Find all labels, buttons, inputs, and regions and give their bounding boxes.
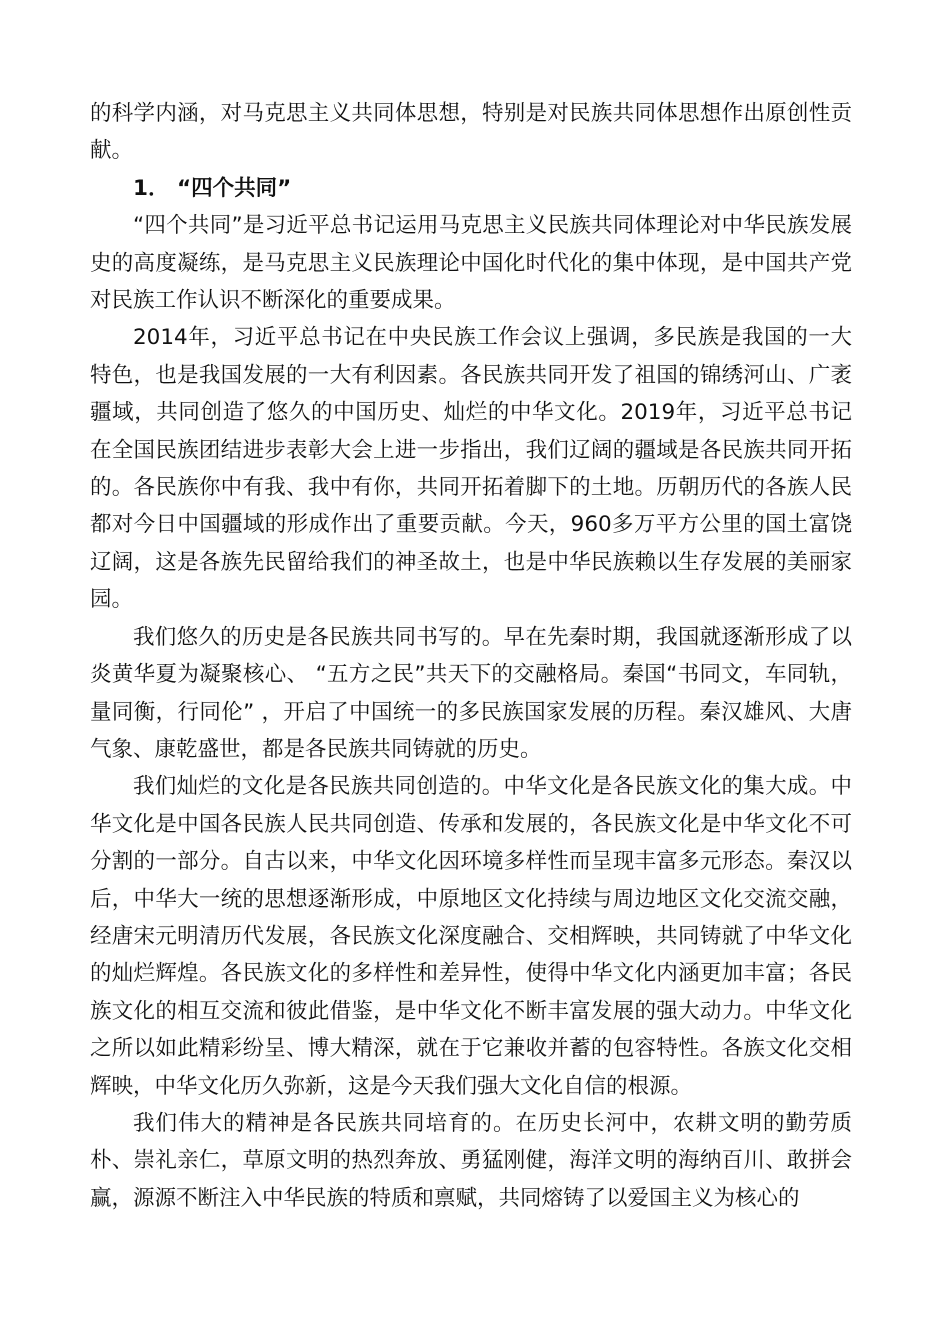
section-heading: 1． “四个共同” <box>133 175 292 201</box>
document-page <box>90 95 852 1217</box>
paragraph-four-commons-intro: “四个共同”是习近平总书记运用马克思主义民族共同体理论对中华民族发展史的高度凝练，是马克思主义民族理论中国化时代化的集中体现，是中国共产党对民族工作认识不断深化的重要成果。 <box>90 213 852 314</box>
paragraph-history: 我们悠久的历史是各民族共同书写的。早在先秦时期，我国就逐渐形成了以炎黄华夏为凝聚核心、 “五方之民”共天下的交融格局。秦国“书同文，车同轨，量同衡，行同伦” ，开启了中国统一的多民族国家发展的历程。秦汉雄风、大唐气象、康乾盛世，都是各民族共同铸就的历史。 <box>90 624 852 762</box>
paragraph-culture: 我们灿烂的文化是各民族共同创造的。中华文化是各民族文化的集大成。中华文化是中国各民族人民共同创造、传承和发展的，各民族文化是中华文化不可分割的一部分。自古以来，中华文化因环境多样性而呈现丰富多元形态。秦汉以后，中华大一统的思想逐渐形成，中原地区文化持续与周边地区文化交流交融，经唐宋元明清历代发展，各民族文化深度融合、交相辉映，共同铸就了中华文化的灿烂辉煌。各民族文化的多样性和差异性，使得中华文化内涵更加丰富；各民族文化的相互交流和彼此借鉴，是中华文化不断丰富发展的强大动力。中华文化之所以如此精彩纷呈、博大精深，就在于它兼收并蓄的包容特性。各族文化交相辉映，中华文化历久弥新，这是今天我们强大文化自信的根源。 <box>90 774 852 1099</box>
paragraph-continued: 的科学内涵，对马克思主义共同体思想，特别是对民族共同体思想作出原创性贡献。 <box>90 101 852 164</box>
paragraph-territory: 2014年，习近平总书记在中央民族工作会议上强调，多民族是我国的一大特色，也是我国发展的一大有利因素。各民族共同开发了祖国的锦绣河山、广袤疆域，共同创造了悠久的中国历史、灿烂的中华文化。2019年，习近平总书记在全国民族团结进步表彰大会上进一步指出，我们辽阔的疆域是各民族共同开拓的。各民族你中有我、我中有你，共同开拓着脚下的土地。历朝历代的各族人民都对今日中国疆域的形成作出了重要贡献。今天，960多万平方公里的国土富饶辽阔，这是各族先民留给我们的神圣故土，也是中华民族赖以生存发展的美丽家园。 <box>90 325 852 613</box>
paragraph-spirit: 我们伟大的精神是各民族共同培育的。在历史长河中，农耕文明的勤劳质朴、崇礼亲仁，草原文明的热烈奔放、勇猛刚健，海洋文明的海纳百川、敢拼会赢，源源不断注入中华民族的特质和禀赋，共同熔铸了以爱国主义为核心的 <box>90 1110 852 1211</box>
